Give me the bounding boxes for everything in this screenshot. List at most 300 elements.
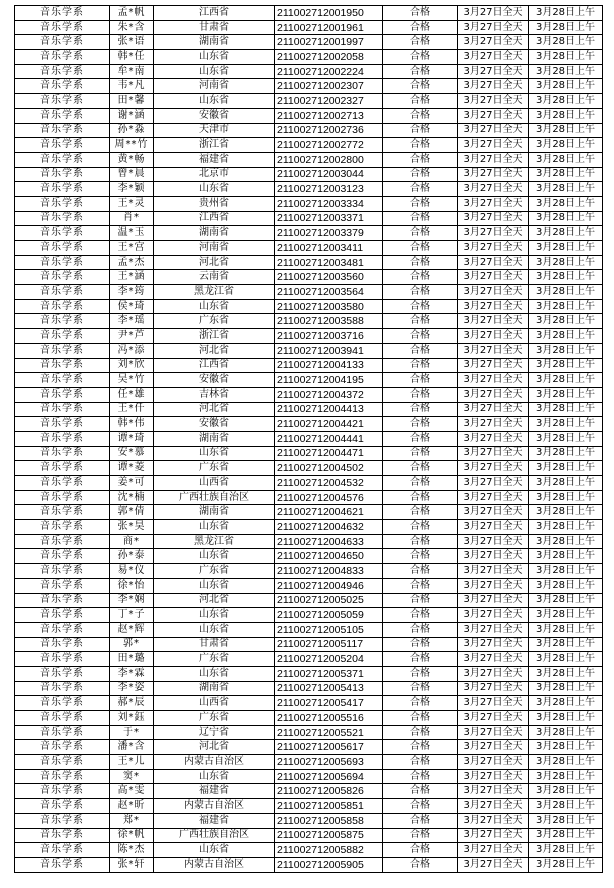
first-date-cell: 3月27日全天 bbox=[458, 564, 529, 579]
first-date-cell: 3月27日全天 bbox=[458, 211, 529, 226]
second-date-cell: 3月28日上午 bbox=[529, 534, 603, 549]
name-cell: 王*儿 bbox=[110, 755, 154, 770]
province-cell: 云南省 bbox=[154, 270, 275, 285]
roster-table bbox=[14, 5, 603, 873]
first-date-cell: 3月27日全天 bbox=[458, 476, 529, 491]
first-date-cell: 3月27日全天 bbox=[458, 285, 529, 300]
department-cell: 音乐学系 bbox=[15, 241, 110, 256]
name-cell: 郝*辰 bbox=[110, 696, 154, 711]
exam-id-cell: 211002712002800 bbox=[275, 152, 383, 167]
province-cell: 贵州省 bbox=[154, 196, 275, 211]
first-date-cell: 3月27日全天 bbox=[458, 431, 529, 446]
exam-id-cell: 211002712005059 bbox=[275, 608, 383, 623]
exam-id-cell: 211002712003044 bbox=[275, 167, 383, 182]
first-date-cell: 3月27日全天 bbox=[458, 196, 529, 211]
table-row bbox=[15, 681, 603, 696]
exam-id-cell: 211002712005617 bbox=[275, 740, 383, 755]
table-row bbox=[15, 35, 603, 50]
first-date-cell: 3月27日全天 bbox=[458, 152, 529, 167]
exam-id-cell: 211002712004421 bbox=[275, 417, 383, 432]
first-date-cell: 3月27日全天 bbox=[458, 696, 529, 711]
second-date-cell: 3月28日上午 bbox=[529, 696, 603, 711]
name-cell: 温*玉 bbox=[110, 226, 154, 241]
result-cell: 合格 bbox=[383, 329, 458, 344]
second-date-cell: 3月28日上午 bbox=[529, 476, 603, 491]
exam-id-cell: 211002712005521 bbox=[275, 725, 383, 740]
table-row bbox=[15, 373, 603, 388]
table-row bbox=[15, 64, 603, 79]
result-cell: 合格 bbox=[383, 637, 458, 652]
first-date-cell: 3月27日全天 bbox=[458, 505, 529, 520]
exam-id-cell: 211002712001961 bbox=[275, 20, 383, 35]
exam-id-cell: 211002712003334 bbox=[275, 196, 383, 211]
exam-id-cell: 211002712004621 bbox=[275, 505, 383, 520]
result-cell: 合格 bbox=[383, 784, 458, 799]
department-cell: 音乐学系 bbox=[15, 167, 110, 182]
table-row bbox=[15, 387, 603, 402]
second-date-cell: 3月28日上午 bbox=[529, 681, 603, 696]
first-date-cell: 3月27日全天 bbox=[458, 608, 529, 623]
first-date-cell: 3月27日全天 bbox=[458, 167, 529, 182]
province-cell: 辽宁省 bbox=[154, 725, 275, 740]
first-date-cell: 3月27日全天 bbox=[458, 666, 529, 681]
exam-id-cell: 211002712005858 bbox=[275, 813, 383, 828]
result-cell: 合格 bbox=[383, 6, 458, 21]
second-date-cell: 3月28日上午 bbox=[529, 373, 603, 388]
name-cell: 牟*南 bbox=[110, 64, 154, 79]
name-cell: 易*仪 bbox=[110, 564, 154, 579]
exam-id-cell: 211002712005105 bbox=[275, 622, 383, 637]
department-cell: 音乐学系 bbox=[15, 549, 110, 564]
department-cell: 音乐学系 bbox=[15, 666, 110, 681]
department-cell: 音乐学系 bbox=[15, 446, 110, 461]
table-row bbox=[15, 108, 603, 123]
exam-id-cell: 211002712004441 bbox=[275, 431, 383, 446]
department-cell: 音乐学系 bbox=[15, 35, 110, 50]
name-cell: 吴*竹 bbox=[110, 373, 154, 388]
second-date-cell: 3月28日上午 bbox=[529, 711, 603, 726]
first-date-cell: 3月27日全天 bbox=[458, 20, 529, 35]
result-cell: 合格 bbox=[383, 20, 458, 35]
department-cell: 音乐学系 bbox=[15, 622, 110, 637]
second-date-cell: 3月28日上午 bbox=[529, 123, 603, 138]
exam-id-cell: 211002712003941 bbox=[275, 343, 383, 358]
table-row bbox=[15, 711, 603, 726]
table-row bbox=[15, 196, 603, 211]
result-cell: 合格 bbox=[383, 123, 458, 138]
name-cell: 高*雯 bbox=[110, 784, 154, 799]
exam-id-cell: 211002712003560 bbox=[275, 270, 383, 285]
exam-id-cell: 211002712004946 bbox=[275, 578, 383, 593]
table-row bbox=[15, 314, 603, 329]
second-date-cell: 3月28日上午 bbox=[529, 50, 603, 65]
exam-id-cell: 211002712004650 bbox=[275, 549, 383, 564]
exam-id-cell: 211002712003481 bbox=[275, 255, 383, 270]
result-cell: 合格 bbox=[383, 652, 458, 667]
name-cell: 孟*杰 bbox=[110, 255, 154, 270]
name-cell: 冯*添 bbox=[110, 343, 154, 358]
first-date-cell: 3月27日全天 bbox=[458, 725, 529, 740]
result-cell: 合格 bbox=[383, 711, 458, 726]
second-date-cell: 3月28日上午 bbox=[529, 35, 603, 50]
province-cell: 山东省 bbox=[154, 64, 275, 79]
exam-id-cell: 211002712004532 bbox=[275, 476, 383, 491]
second-date-cell: 3月28日上午 bbox=[529, 211, 603, 226]
name-cell: 安*慕 bbox=[110, 446, 154, 461]
name-cell: 李*筠 bbox=[110, 285, 154, 300]
department-cell: 音乐学系 bbox=[15, 637, 110, 652]
result-cell: 合格 bbox=[383, 622, 458, 637]
department-cell: 音乐学系 bbox=[15, 123, 110, 138]
exam-id-cell: 211002712001997 bbox=[275, 35, 383, 50]
second-date-cell: 3月28日上午 bbox=[529, 108, 603, 123]
department-cell: 音乐学系 bbox=[15, 417, 110, 432]
table-row bbox=[15, 578, 603, 593]
second-date-cell: 3月28日上午 bbox=[529, 622, 603, 637]
table-row bbox=[15, 608, 603, 623]
table-row bbox=[15, 857, 603, 872]
department-cell: 音乐学系 bbox=[15, 358, 110, 373]
exam-id-cell: 211002712003379 bbox=[275, 226, 383, 241]
result-cell: 合格 bbox=[383, 740, 458, 755]
department-cell: 音乐学系 bbox=[15, 138, 110, 153]
name-cell: 刘*鈺 bbox=[110, 711, 154, 726]
result-cell: 合格 bbox=[383, 138, 458, 153]
exam-id-cell: 211002712003580 bbox=[275, 299, 383, 314]
first-date-cell: 3月27日全天 bbox=[458, 622, 529, 637]
second-date-cell: 3月28日上午 bbox=[529, 549, 603, 564]
department-cell: 音乐学系 bbox=[15, 461, 110, 476]
second-date-cell: 3月28日上午 bbox=[529, 417, 603, 432]
department-cell: 音乐学系 bbox=[15, 520, 110, 535]
department-cell: 音乐学系 bbox=[15, 725, 110, 740]
department-cell: 音乐学系 bbox=[15, 152, 110, 167]
table-row bbox=[15, 740, 603, 755]
province-cell: 山东省 bbox=[154, 578, 275, 593]
department-cell: 音乐学系 bbox=[15, 196, 110, 211]
result-cell: 合格 bbox=[383, 299, 458, 314]
exam-id-cell: 211002712005851 bbox=[275, 799, 383, 814]
table-row bbox=[15, 843, 603, 858]
department-cell: 音乐学系 bbox=[15, 182, 110, 197]
province-cell: 山东省 bbox=[154, 446, 275, 461]
first-date-cell: 3月27日全天 bbox=[458, 828, 529, 843]
result-cell: 合格 bbox=[383, 64, 458, 79]
department-cell: 音乐学系 bbox=[15, 79, 110, 94]
province-cell: 甘肃省 bbox=[154, 20, 275, 35]
department-cell: 音乐学系 bbox=[15, 755, 110, 770]
name-cell: 朱*含 bbox=[110, 20, 154, 35]
table-row bbox=[15, 813, 603, 828]
result-cell: 合格 bbox=[383, 343, 458, 358]
second-date-cell: 3月28日上午 bbox=[529, 769, 603, 784]
result-cell: 合格 bbox=[383, 387, 458, 402]
name-cell: 张*昊 bbox=[110, 520, 154, 535]
exam-id-cell: 211002712004502 bbox=[275, 461, 383, 476]
result-cell: 合格 bbox=[383, 505, 458, 520]
second-date-cell: 3月28日上午 bbox=[529, 578, 603, 593]
second-date-cell: 3月28日上午 bbox=[529, 152, 603, 167]
second-date-cell: 3月28日上午 bbox=[529, 196, 603, 211]
name-cell: 沈*楠 bbox=[110, 490, 154, 505]
province-cell: 山东省 bbox=[154, 520, 275, 535]
second-date-cell: 3月28日上午 bbox=[529, 329, 603, 344]
result-cell: 合格 bbox=[383, 593, 458, 608]
name-cell: 韩*伟 bbox=[110, 417, 154, 432]
first-date-cell: 3月27日全天 bbox=[458, 534, 529, 549]
second-date-cell: 3月28日上午 bbox=[529, 182, 603, 197]
first-date-cell: 3月27日全天 bbox=[458, 314, 529, 329]
second-date-cell: 3月28日上午 bbox=[529, 828, 603, 843]
department-cell: 音乐学系 bbox=[15, 373, 110, 388]
second-date-cell: 3月28日上午 bbox=[529, 490, 603, 505]
department-cell: 音乐学系 bbox=[15, 857, 110, 872]
table-row bbox=[15, 402, 603, 417]
second-date-cell: 3月28日上午 bbox=[529, 402, 603, 417]
result-cell: 合格 bbox=[383, 608, 458, 623]
name-cell: 赵*辉 bbox=[110, 622, 154, 637]
exam-id-cell: 211002712002224 bbox=[275, 64, 383, 79]
name-cell: 曾*晨 bbox=[110, 167, 154, 182]
province-cell: 广东省 bbox=[154, 314, 275, 329]
province-cell: 甘肃省 bbox=[154, 637, 275, 652]
province-cell: 山西省 bbox=[154, 476, 275, 491]
table-row bbox=[15, 534, 603, 549]
department-cell: 音乐学系 bbox=[15, 299, 110, 314]
second-date-cell: 3月28日上午 bbox=[529, 6, 603, 21]
first-date-cell: 3月27日全天 bbox=[458, 784, 529, 799]
table-row bbox=[15, 520, 603, 535]
department-cell: 音乐学系 bbox=[15, 593, 110, 608]
exam-id-cell: 211002712002713 bbox=[275, 108, 383, 123]
first-date-cell: 3月27日全天 bbox=[458, 123, 529, 138]
table-row bbox=[15, 461, 603, 476]
result-cell: 合格 bbox=[383, 314, 458, 329]
exam-id-cell: 211002712003123 bbox=[275, 182, 383, 197]
name-cell: 李*霖 bbox=[110, 666, 154, 681]
province-cell: 山东省 bbox=[154, 94, 275, 109]
exam-id-cell: 211002712005413 bbox=[275, 681, 383, 696]
exam-id-cell: 211002712002307 bbox=[275, 79, 383, 94]
exam-id-cell: 211002712004413 bbox=[275, 402, 383, 417]
name-cell: 郑* bbox=[110, 813, 154, 828]
second-date-cell: 3月28日上午 bbox=[529, 666, 603, 681]
exam-id-cell: 211002712005417 bbox=[275, 696, 383, 711]
second-date-cell: 3月28日上午 bbox=[529, 343, 603, 358]
exam-id-cell: 211002712005204 bbox=[275, 652, 383, 667]
province-cell: 江西省 bbox=[154, 358, 275, 373]
table-row bbox=[15, 299, 603, 314]
province-cell: 河南省 bbox=[154, 241, 275, 256]
name-cell: 黄*畅 bbox=[110, 152, 154, 167]
name-cell: 潘*含 bbox=[110, 740, 154, 755]
department-cell: 音乐学系 bbox=[15, 329, 110, 344]
first-date-cell: 3月27日全天 bbox=[458, 857, 529, 872]
department-cell: 音乐学系 bbox=[15, 64, 110, 79]
table-row bbox=[15, 226, 603, 241]
department-cell: 音乐学系 bbox=[15, 534, 110, 549]
department-cell: 音乐学系 bbox=[15, 20, 110, 35]
province-cell: 山东省 bbox=[154, 666, 275, 681]
table-row bbox=[15, 666, 603, 681]
department-cell: 音乐学系 bbox=[15, 696, 110, 711]
province-cell: 湖南省 bbox=[154, 226, 275, 241]
result-cell: 合格 bbox=[383, 666, 458, 681]
first-date-cell: 3月27日全天 bbox=[458, 755, 529, 770]
result-cell: 合格 bbox=[383, 241, 458, 256]
department-cell: 音乐学系 bbox=[15, 50, 110, 65]
table-row bbox=[15, 211, 603, 226]
table-body bbox=[15, 6, 603, 873]
name-cell: 周**竹 bbox=[110, 138, 154, 153]
second-date-cell: 3月28日上午 bbox=[529, 446, 603, 461]
province-cell: 湖南省 bbox=[154, 681, 275, 696]
table-row bbox=[15, 241, 603, 256]
department-cell: 音乐学系 bbox=[15, 431, 110, 446]
department-cell: 音乐学系 bbox=[15, 226, 110, 241]
result-cell: 合格 bbox=[383, 182, 458, 197]
province-cell: 河南省 bbox=[154, 79, 275, 94]
second-date-cell: 3月28日上午 bbox=[529, 299, 603, 314]
second-date-cell: 3月28日上午 bbox=[529, 241, 603, 256]
department-cell: 音乐学系 bbox=[15, 784, 110, 799]
result-cell: 合格 bbox=[383, 446, 458, 461]
first-date-cell: 3月27日全天 bbox=[458, 843, 529, 858]
result-cell: 合格 bbox=[383, 417, 458, 432]
first-date-cell: 3月27日全天 bbox=[458, 490, 529, 505]
result-cell: 合格 bbox=[383, 285, 458, 300]
exam-id-cell: 211002712005693 bbox=[275, 755, 383, 770]
first-date-cell: 3月27日全天 bbox=[458, 50, 529, 65]
exam-id-cell: 211002712005826 bbox=[275, 784, 383, 799]
table-row bbox=[15, 138, 603, 153]
first-date-cell: 3月27日全天 bbox=[458, 446, 529, 461]
second-date-cell: 3月28日上午 bbox=[529, 79, 603, 94]
province-cell: 黑龙江省 bbox=[154, 285, 275, 300]
table-row bbox=[15, 799, 603, 814]
province-cell: 吉林省 bbox=[154, 387, 275, 402]
result-cell: 合格 bbox=[383, 50, 458, 65]
table-row bbox=[15, 358, 603, 373]
province-cell: 福建省 bbox=[154, 813, 275, 828]
table-row bbox=[15, 6, 603, 21]
name-cell: 孟*帆 bbox=[110, 6, 154, 21]
first-date-cell: 3月27日全天 bbox=[458, 79, 529, 94]
exam-id-cell: 211002712005025 bbox=[275, 593, 383, 608]
second-date-cell: 3月28日上午 bbox=[529, 593, 603, 608]
exam-id-cell: 211002712004133 bbox=[275, 358, 383, 373]
name-cell: 于* bbox=[110, 725, 154, 740]
second-date-cell: 3月28日上午 bbox=[529, 387, 603, 402]
province-cell: 广东省 bbox=[154, 652, 275, 667]
department-cell: 音乐学系 bbox=[15, 108, 110, 123]
name-cell: 徐*帆 bbox=[110, 828, 154, 843]
first-date-cell: 3月27日全天 bbox=[458, 813, 529, 828]
table-row bbox=[15, 329, 603, 344]
department-cell: 音乐学系 bbox=[15, 828, 110, 843]
result-cell: 合格 bbox=[383, 152, 458, 167]
department-cell: 音乐学系 bbox=[15, 652, 110, 667]
province-cell: 山东省 bbox=[154, 182, 275, 197]
department-cell: 音乐学系 bbox=[15, 343, 110, 358]
result-cell: 合格 bbox=[383, 255, 458, 270]
name-cell: 陈*杰 bbox=[110, 843, 154, 858]
province-cell: 河北省 bbox=[154, 740, 275, 755]
name-cell: 韩*任 bbox=[110, 50, 154, 65]
name-cell: 张*语 bbox=[110, 35, 154, 50]
province-cell: 河北省 bbox=[154, 255, 275, 270]
second-date-cell: 3月28日上午 bbox=[529, 138, 603, 153]
province-cell: 山东省 bbox=[154, 622, 275, 637]
department-cell: 音乐学系 bbox=[15, 476, 110, 491]
first-date-cell: 3月27日全天 bbox=[458, 769, 529, 784]
second-date-cell: 3月28日上午 bbox=[529, 226, 603, 241]
table-row bbox=[15, 593, 603, 608]
exam-id-cell: 211002712005694 bbox=[275, 769, 383, 784]
name-cell: 郭* bbox=[110, 637, 154, 652]
province-cell: 江西省 bbox=[154, 211, 275, 226]
result-cell: 合格 bbox=[383, 196, 458, 211]
exam-id-cell: 211002712005905 bbox=[275, 857, 383, 872]
result-cell: 合格 bbox=[383, 725, 458, 740]
first-date-cell: 3月27日全天 bbox=[458, 711, 529, 726]
first-date-cell: 3月27日全天 bbox=[458, 241, 529, 256]
name-cell: 商* bbox=[110, 534, 154, 549]
second-date-cell: 3月28日上午 bbox=[529, 799, 603, 814]
province-cell: 广西壮族自治区 bbox=[154, 490, 275, 505]
exam-id-cell: 211002712003411 bbox=[275, 241, 383, 256]
first-date-cell: 3月27日全天 bbox=[458, 329, 529, 344]
first-date-cell: 3月27日全天 bbox=[458, 255, 529, 270]
result-cell: 合格 bbox=[383, 402, 458, 417]
result-cell: 合格 bbox=[383, 79, 458, 94]
name-cell: 王*涵 bbox=[110, 270, 154, 285]
table-row bbox=[15, 755, 603, 770]
province-cell: 河北省 bbox=[154, 593, 275, 608]
second-date-cell: 3月28日上午 bbox=[529, 431, 603, 446]
name-cell: 郭*倩 bbox=[110, 505, 154, 520]
second-date-cell: 3月28日上午 bbox=[529, 64, 603, 79]
name-cell: 李*娴 bbox=[110, 593, 154, 608]
exam-id-cell: 211002712003716 bbox=[275, 329, 383, 344]
result-cell: 合格 bbox=[383, 373, 458, 388]
table-row bbox=[15, 255, 603, 270]
first-date-cell: 3月27日全天 bbox=[458, 358, 529, 373]
table-row bbox=[15, 696, 603, 711]
table-row bbox=[15, 285, 603, 300]
department-cell: 音乐学系 bbox=[15, 94, 110, 109]
table-row bbox=[15, 828, 603, 843]
department-cell: 音乐学系 bbox=[15, 681, 110, 696]
table-row bbox=[15, 446, 603, 461]
first-date-cell: 3月27日全天 bbox=[458, 373, 529, 388]
name-cell: 王*灵 bbox=[110, 196, 154, 211]
first-date-cell: 3月27日全天 bbox=[458, 578, 529, 593]
table-row bbox=[15, 182, 603, 197]
department-cell: 音乐学系 bbox=[15, 813, 110, 828]
province-cell: 山东省 bbox=[154, 608, 275, 623]
first-date-cell: 3月27日全天 bbox=[458, 549, 529, 564]
exam-id-cell: 211002712003371 bbox=[275, 211, 383, 226]
result-cell: 合格 bbox=[383, 358, 458, 373]
result-cell: 合格 bbox=[383, 211, 458, 226]
result-cell: 合格 bbox=[383, 578, 458, 593]
exam-id-cell: 211002712001950 bbox=[275, 6, 383, 21]
exam-id-cell: 211002712004471 bbox=[275, 446, 383, 461]
result-cell: 合格 bbox=[383, 857, 458, 872]
second-date-cell: 3月28日上午 bbox=[529, 461, 603, 476]
second-date-cell: 3月28日上午 bbox=[529, 784, 603, 799]
